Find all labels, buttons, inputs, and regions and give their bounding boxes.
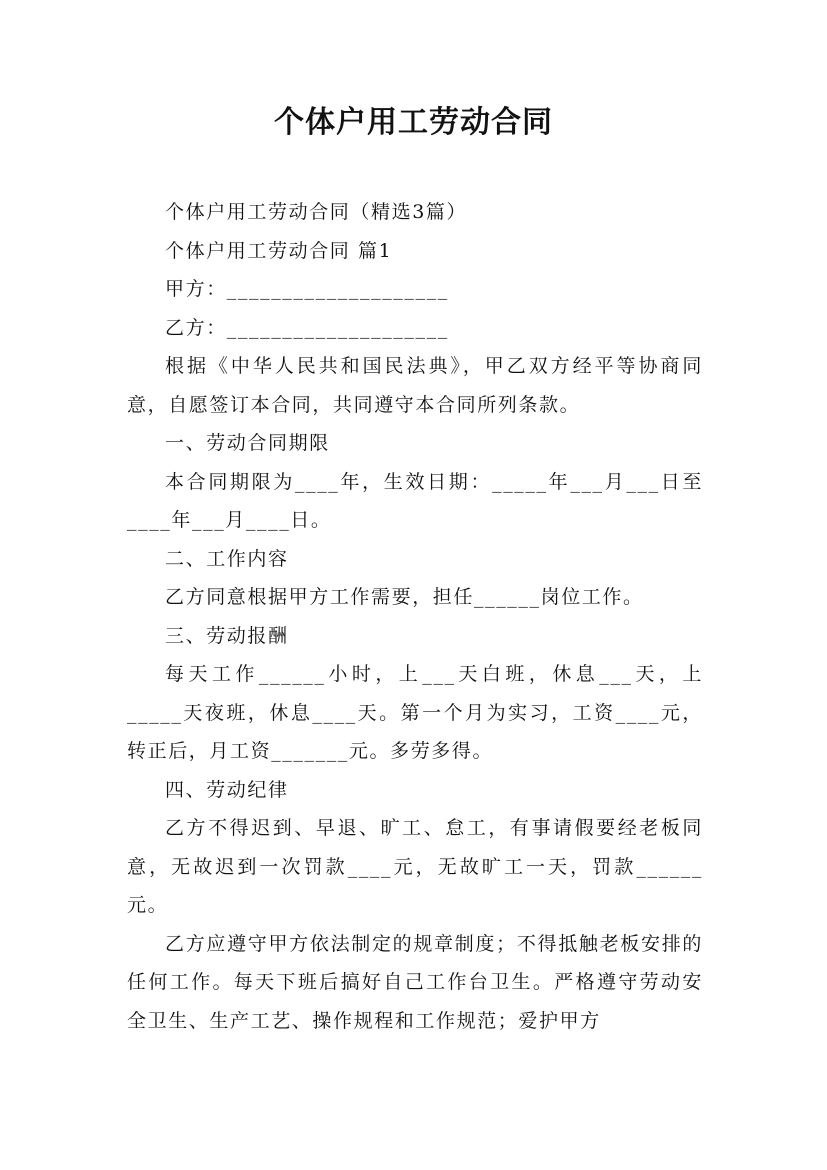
document-title: 个体户用工劳动合同 <box>274 105 553 140</box>
party-a-line: 甲方：____________________ <box>165 278 449 300</box>
document-body <box>127 193 703 1040</box>
clause-heading-work-content: 二、工作内容 <box>165 547 289 570</box>
clause-text-work-content: 乙方同意根据甲方工作需要，担任______岗位工作。 <box>165 586 644 608</box>
paragraph-subtitle: 个体户用工劳动合同（精选3篇） <box>165 201 468 223</box>
clause-heading-term: 一、劳动合同期限 <box>165 432 330 454</box>
paragraph-section-heading: 个体户用工劳动合同 篇1 <box>165 239 393 262</box>
clause-text-discipline: 乙方不得迟到、早退、旷工、怠工，有事请假要经老板同意，无故迟到一次罚款____元，无故旷工一天，罚款______元。 <box>127 817 703 916</box>
clause-heading-discipline: 四、劳动纪律 <box>165 778 289 801</box>
clause-text-rules: 乙方应遵守甲方依法制定的规章制度；不得抵触老板安排的任何工作。每天下班后搞好自己工作台卫生。严格遵守劳动安全卫生、生产工艺、操作规程和工作规范；爱护甲方 <box>127 932 703 1032</box>
paragraph-preamble: 根据《中华人民共和国民法典》，甲乙双方经平等协商同意，自愿签订本合同，共同遵守本合同所列条款。 <box>127 355 703 416</box>
clause-text-remuneration: 每天工作______小时，上___天白班，休息___天，上_____天夜班，休息____天。第一个月为实习，工资____元，转正后，月工资_______元。多劳多得。 <box>127 663 703 762</box>
party-b-line: 乙方：____________________ <box>165 316 449 339</box>
clause-text-term: 本合同期限为____年，生效日期：_____年___月___日至____年___月____日。 <box>127 470 703 531</box>
clause-heading-remuneration: 三、劳动报酬 <box>165 624 289 647</box>
